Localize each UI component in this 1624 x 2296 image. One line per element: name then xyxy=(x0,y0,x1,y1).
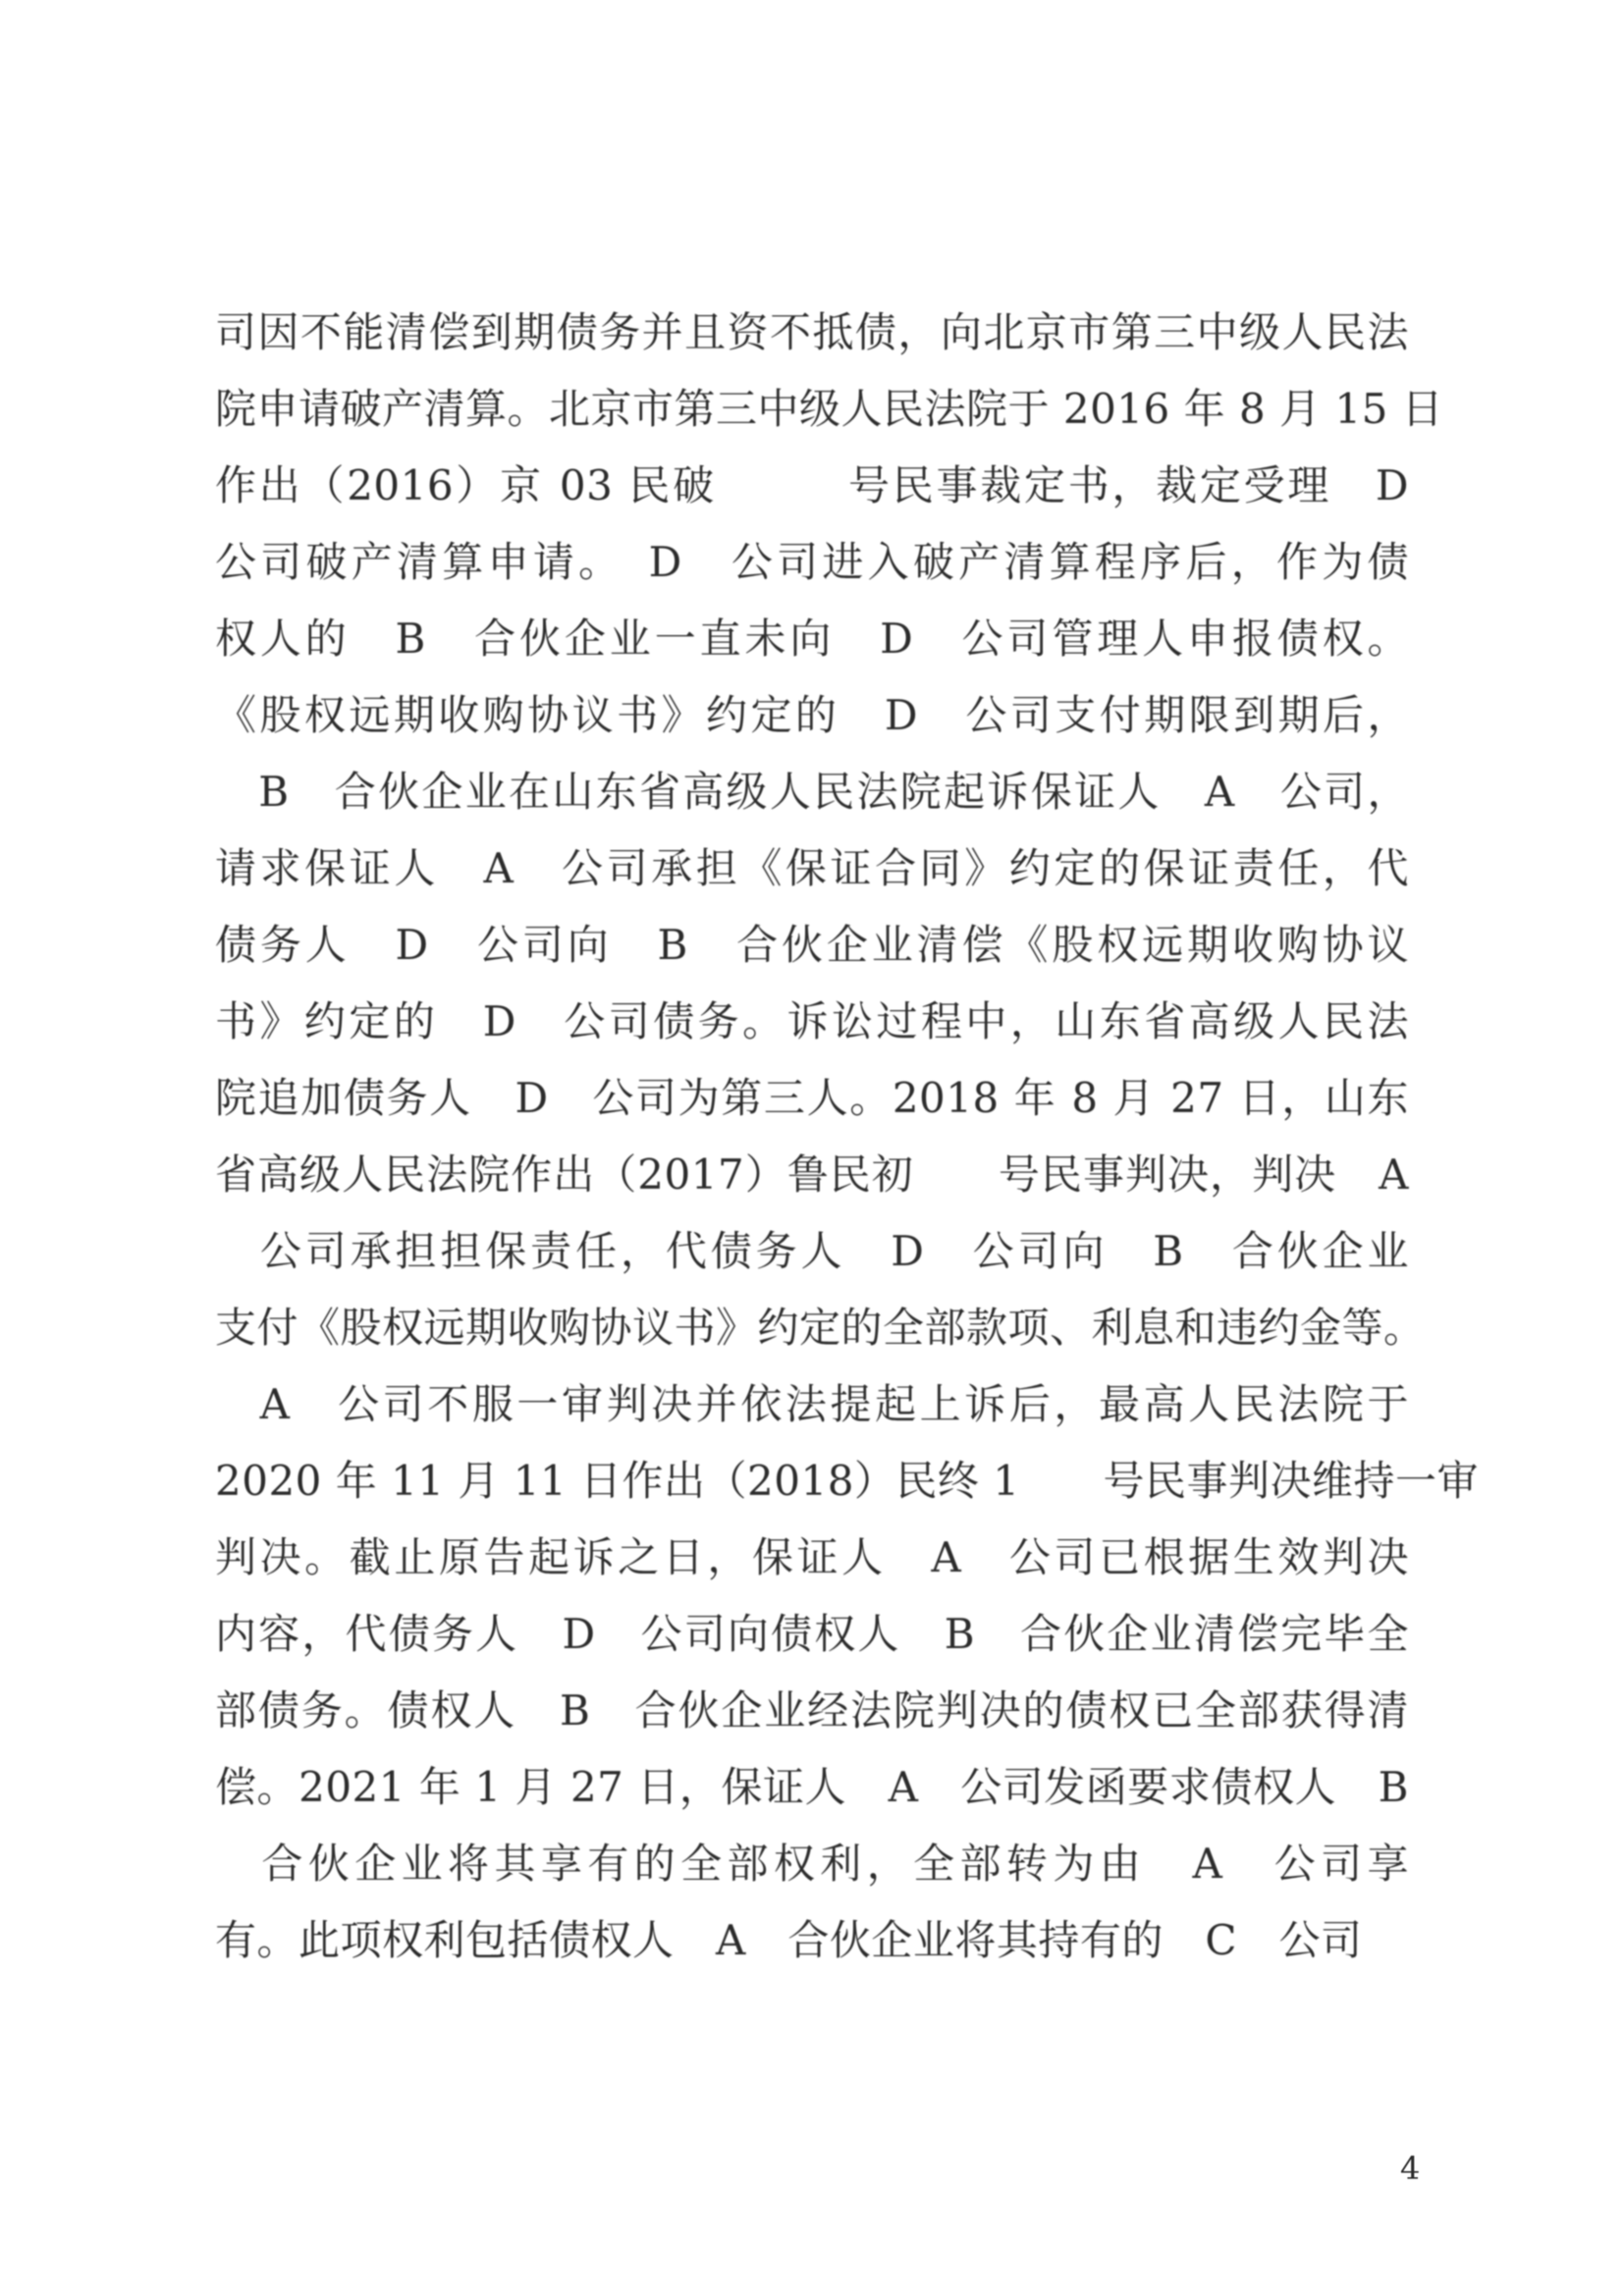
text-line: 有。此项权利包括债权人 A 合伙企业将其持有的 C 公司 xyxy=(215,1916,1363,1964)
text-line: 2020 年 11 月 11 日作出（2018）民终 1 号民事判决维持一审 xyxy=(215,1457,1479,1505)
text-line: A 公司不服一审判决并依法提起上诉后，最高人民法院于 xyxy=(215,1380,1409,1428)
text-line: 权人的 B 合伙企业一直未向 D 公司管理人申报债权。 xyxy=(215,614,1409,663)
text-line: B 合伙企业在山东省高级人民法院起诉保证人 A 公司， xyxy=(215,768,1409,816)
text-line: 作出（2016）京 03 民破 号民事裁定书，裁定受理 D xyxy=(215,461,1492,509)
text-line: 公司破产清算申请。 D 公司进入破产清算程序后，作为债 xyxy=(215,538,1409,586)
text-line: 支付《股权远期收购协议书》约定的全部款项、利息和违约金等。 xyxy=(215,1304,1426,1352)
text-line: 偿。2021 年 1 月 27 日，保证人 A 公司发函要求债权人 B xyxy=(215,1763,1409,1811)
text-line: 省高级人民法院作出（2017）鲁民初 号民事判决，判决 A xyxy=(215,1150,1409,1199)
text-line: 院追加债务人 D 公司为第三人。2018 年 8 月 27 日，山东 xyxy=(215,1074,1409,1122)
text-line: 院申请破产清算。北京市第三中级人民法院于 2016 年 8 月 15 日 xyxy=(215,385,1444,433)
text-line: 书》约定的 D 公司债务。诉讼过程中，山东省高级人民法 xyxy=(215,997,1409,1045)
text-line: 判决。截止原告起诉之日，保证人 A 公司已根据生效判决 xyxy=(215,1533,1409,1581)
text-line: 债务人 D 公司向 B 合伙企业清偿《股权远期收购协议 xyxy=(215,921,1409,969)
text-line: 公司承担担保责任，代债务人 D 公司向 B 合伙企业 xyxy=(215,1227,1409,1275)
body-text xyxy=(215,294,1492,1979)
text-line: 内容，代债务人 D 公司向债权人 B 合伙企业清偿完毕全 xyxy=(215,1610,1409,1658)
text-line: 司因不能清偿到期债务并且资不抵债，向北京市第三中级人民法 xyxy=(215,308,1409,356)
page-number: 4 xyxy=(1400,2150,1421,2187)
text-line: 部债务。债权人 B 合伙企业经法院判决的债权已全部获得清 xyxy=(215,1686,1409,1735)
text-line: 合伙企业将其享有的全部权利，全部转为由 A 公司享 xyxy=(215,1840,1409,1888)
text-line: 请求保证人 A 公司承担《保证合同》约定的保证责任，代 xyxy=(215,844,1409,892)
text-line: 《股权远期收购协议书》约定的 D 公司支付期限到期后， xyxy=(215,691,1409,739)
